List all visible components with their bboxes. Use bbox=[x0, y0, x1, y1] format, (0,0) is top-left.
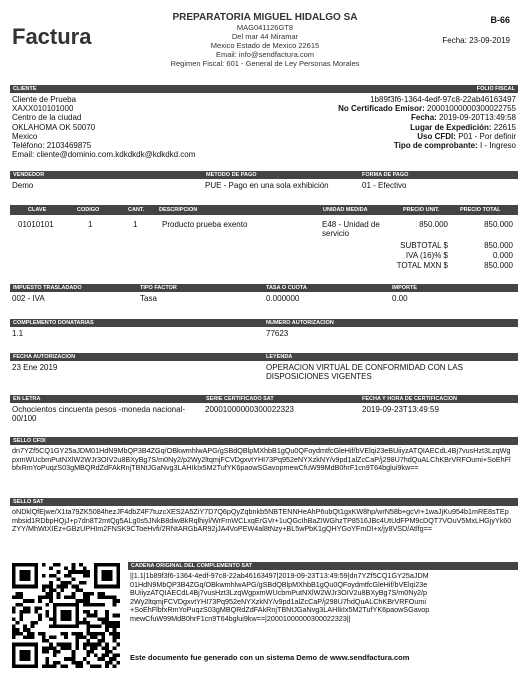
letra-label: EN LETRA bbox=[13, 396, 41, 402]
autnum-label: NUMERO AUTORIZACION bbox=[266, 320, 334, 326]
metodo-label: METODO DE PAGO bbox=[206, 172, 257, 178]
impuesto-label: IMPUESTO TRASLADADO bbox=[13, 285, 82, 291]
total-value: 850.000 bbox=[484, 261, 513, 270]
row-codigo: 1 bbox=[88, 220, 93, 229]
row-cant: 1 bbox=[133, 220, 138, 229]
iva-value: 0.000 bbox=[492, 251, 513, 260]
col-cant: CANT. bbox=[128, 207, 145, 213]
client-bar bbox=[10, 85, 518, 93]
letra-value: Ochocientos cincuenta pesos -moneda nacional- 00/100 bbox=[12, 405, 185, 423]
row-desc: Producto prueba exento bbox=[162, 220, 248, 229]
invoice-date: Fecha: 23-09-2019 bbox=[442, 36, 510, 45]
subtotal-label: SUBTOTAL $ bbox=[400, 241, 448, 250]
iva-label: IVA (16)% $ bbox=[405, 251, 448, 260]
qr-code-graphic bbox=[12, 563, 120, 668]
cadena-value: ||1.1|1b89f3f6-1364-4edf-97c8-22ab46163497|2019-09-23T13:49:59|dn7YZf5CQ1GY25aJDM01HdN9MbQP3B4ZGq/OBkwmhlwAPG/gSBdQBlpMXhbB1gQu0QFoydmtfcGleHif/bVElqi23eBUiiyzATQIAECdL4Bj7vusHzt3LzqWgpxmWUcbmPutNXlW2WJr3OIV2u8BXyBg7S/m0Ny2/p2Wy2ltqmjFCVDgxvtYHI73Pq952eNYXzkNY/v9pd1alZcCaP/j298U7hdQuALChKBrVRFOumi+SoEhFlbfxRmYoPuqzS03gMBQRdZdFAkRnjTBNtJGaNvg3LAHIkIx5M2TufYK6paowSGavopmewCfuW99MdB0hrF1cn9T64bglui9kw==|20001000000300022323|| bbox=[130, 571, 430, 623]
cadena-label: CADENA ORIGINAL DEL COMPLEMENTO SAT bbox=[131, 563, 253, 569]
stamp-bar bbox=[10, 395, 518, 403]
sello-cfdi-label: SELLO CFDI bbox=[13, 438, 46, 444]
document-title: Factura bbox=[12, 24, 92, 49]
fechacert-value: 2019-09-23T13:49:59 bbox=[362, 405, 439, 414]
vendedor-value: Demo bbox=[12, 181, 34, 190]
tasa-label: TASA O CUOTA bbox=[266, 285, 307, 291]
sello-cfdi-bar bbox=[10, 437, 518, 445]
client-bar-label: CLIENTE bbox=[13, 86, 37, 92]
subtotal-value: 850.000 bbox=[484, 241, 513, 250]
tipo-factor-label: TIPO FACTOR bbox=[140, 285, 177, 291]
row-unidad: E48 - Unidad de servicio bbox=[322, 220, 380, 238]
sello-sat-label: SELLO SAT bbox=[13, 499, 44, 505]
vendedor-label: VENDEDOR bbox=[13, 172, 45, 178]
importe-label: IMPORTE bbox=[392, 285, 418, 291]
folio-bar-label: FOLIO FISCAL bbox=[476, 86, 515, 92]
row-total: 850.000 bbox=[484, 220, 513, 229]
fiscal-fecha: Fecha: 2019-09-20T13:49:58 bbox=[411, 113, 516, 123]
fechacert-label: FECHA Y HORA DE CERTIFICACION bbox=[362, 396, 458, 402]
col-desc: DESCRIPCION bbox=[159, 207, 198, 213]
serie-label: SERIE CERTIFICADO SAT bbox=[206, 396, 274, 402]
fiscal-info bbox=[256, 95, 516, 150]
client-line: OKLAHOMA OK 50070 bbox=[12, 122, 96, 132]
fechaaut-label: FECHA AUTORIZACION bbox=[13, 354, 76, 360]
tipo-factor-value: Tasa bbox=[140, 294, 157, 303]
issuer-block bbox=[140, 12, 390, 68]
col-unidad: UNIDAD MEDIDA bbox=[323, 207, 368, 213]
issuer-email: Email: info@sendfactura.com bbox=[215, 50, 315, 59]
metodo-value: PUE - Pago en una sola exhibición bbox=[205, 181, 329, 190]
fechaaut-value: 23 Ene 2019 bbox=[12, 363, 58, 372]
donatarias-value: 1.1 bbox=[12, 329, 24, 338]
fiscal-tipo: Tipo de comprobante: I - Ingreso bbox=[393, 141, 516, 151]
fiscal-cert: No Certificado Emisor: 20001000000300022755 bbox=[338, 104, 516, 114]
client-line: Centro de la ciudad bbox=[12, 113, 82, 123]
client-line: XAXX010101000 bbox=[12, 104, 74, 114]
issuer-address1: Del mar 44 Miramar bbox=[231, 32, 299, 41]
issuer-name: PREPARATORIA MIGUEL HIDALGO SA bbox=[172, 12, 358, 23]
issuer-rfc: MAG041126GT8 bbox=[236, 23, 294, 32]
footer-note: Este documento fue generado con un sistema Demo de www.sendfactura.com bbox=[130, 653, 410, 662]
autnum-value: 77623 bbox=[266, 329, 289, 338]
client-info bbox=[12, 95, 272, 159]
col-codigo: CODIGO bbox=[77, 207, 100, 213]
payment-bar bbox=[10, 171, 518, 179]
donatarias-bar bbox=[10, 319, 518, 327]
impuesto-value: 002 - IVA bbox=[12, 294, 45, 303]
col-clave: CLAVE bbox=[28, 207, 47, 213]
row-precio: 850.000 bbox=[419, 220, 448, 229]
sello-cfdi-value: dn7YZf5CQ1GY25aJDM01HdN9MbQP3B4ZGq/OBkwmhlwAPG/gSBdQBlpMXhbB1gQu0QFoydmtfcGleHif/bVElqi23eBUiiyzATQIAECdL4Bj7vusHzt3LzqWgpxmWUcbmPutNXlW2WJr3OIV2u8BXyBg7S/m0Ny2/p2Wy2ltqmjFCVDgxvtYHI73Pq952eNYXzkNY/v9pd1alZcCaP/j298U7hdQuALChKBrVRFOumi+SoEhFlbfxRmYoPuqzS03gMBQRdZdFAkRnjTBNtJGaNvg3LAHIkIx5M2TufYK6paowSGavopmewCfuW99MdB0hrF1cn9T64bglui9kw== bbox=[12, 446, 511, 472]
leyenda-value: OPERACION VIRTUAL DE CONFORMIDAD CON LAS DISPOSICIONES VIGENTES bbox=[266, 363, 463, 381]
sello-sat-value: oNDklQfEjwe/X1ta79ZK5084hezJF4dbZ4F7tuzcXES2A5ZiY7D7Q6pQyZqbnkb5NBTENNHeAhP6ubQt1gxKW8hp/wrN58b+gcVr+1waJjKu954b1mRE8sTEpmbsid1RDbpHQjJ+p7dn8T2mtQg5ALg0s5JNkB8diwBkRqlhiyl/WrFmWCLxqErGVr+1uQGcIhBaZIWGhzTP8516JBc4UtUdFPM9cDQT7VOuV5MxLHGjyYk60ZYY/MhWtXIEz+GBzUPHIm2FNSK9CToeHvfi/2RNtARGbAR92jJA4VoPEW4al8tNzy+BL5wPbK1gQHYGoYFmDI+x/jy8VSD/Atlfg== bbox=[12, 507, 512, 533]
client-line: Teléfono: 2103469875 bbox=[12, 141, 92, 151]
fechaaut-bar bbox=[10, 353, 518, 361]
tasa-value: 0.000000 bbox=[266, 294, 300, 303]
issuer-address2: Mexico Estado de Mexico 22615 bbox=[210, 41, 320, 50]
client-line: Mexico bbox=[12, 131, 38, 141]
invoice-folio: B-66 bbox=[490, 15, 510, 25]
donatarias-label: COMPLEMENTO DONATARIAS bbox=[13, 320, 94, 326]
client-line: Email: cliente@dominio.com.kdkdkdk@kdkdkd.com bbox=[12, 150, 196, 160]
importe-value: 0.00 bbox=[392, 294, 408, 303]
forma-value: 01 - Efectivo bbox=[362, 181, 407, 190]
client-line: Cliente de Prueba bbox=[12, 95, 77, 104]
fiscal-lugar: Lugar de Expedición: 22615 bbox=[410, 122, 516, 132]
fiscal-uuid: 1b89f3f6-1364-4edf-97c8-22ab46163497 bbox=[370, 95, 516, 104]
items-header bbox=[10, 205, 518, 215]
serie-value: 20001000000300022323 bbox=[205, 405, 294, 414]
issuer-regime: Regimen Fiscal: 601 - General de Ley Personas Morales bbox=[170, 59, 360, 68]
sello-sat-bar bbox=[10, 498, 518, 506]
col-total: PRECIO TOTAL bbox=[460, 207, 501, 213]
leyenda-label: LEYENDA bbox=[266, 354, 293, 360]
taxes-bar bbox=[10, 284, 518, 292]
forma-label: FORMA DE PAGO bbox=[362, 172, 409, 178]
row-clave: 01010101 bbox=[18, 220, 54, 229]
cadena-bar bbox=[128, 562, 518, 570]
qr-code bbox=[12, 563, 120, 668]
fiscal-uso: Uso CFDI: P01 - Por definir bbox=[417, 131, 516, 141]
total-label: TOTAL MXN $ bbox=[396, 261, 448, 270]
col-precio: PRECIO UNIT. bbox=[403, 207, 440, 213]
